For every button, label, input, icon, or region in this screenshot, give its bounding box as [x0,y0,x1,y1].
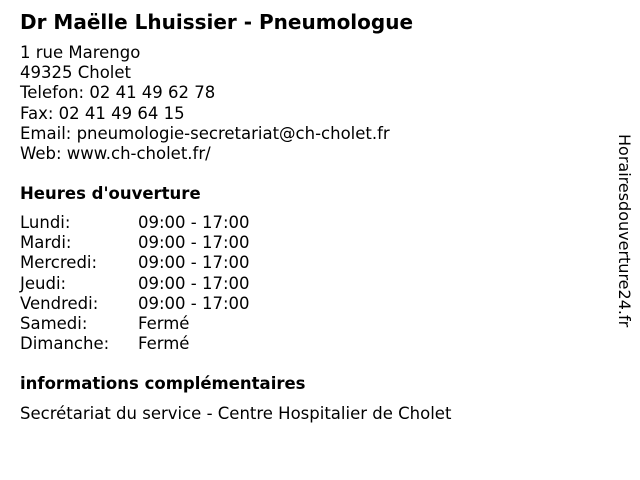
opening-hours-table [20,213,280,354]
hours-time: 09:00 - 17:00 [138,273,250,293]
fax-number: Fax: 02 41 49 64 15 [20,103,185,123]
hours-time: 09:00 - 17:00 [138,253,250,273]
phone-number: Telefon: 02 41 49 62 78 [20,83,216,103]
hours-row-mercredi [20,253,280,273]
hours-row-jeudi [20,274,280,294]
hours-day: Jeudi: [20,273,67,293]
email-address: Email: pneumologie-secretariat@ch-cholet.fr [20,123,390,143]
hours-time: Fermé [138,334,190,354]
hours-row-lundi [20,213,280,233]
hours-time: 09:00 - 17:00 [138,293,250,313]
hours-day: Dimanche: [20,334,110,354]
hours-time: 09:00 - 17:00 [138,213,250,232]
watermark-brand: Horairesdouverture24.fr [615,134,634,328]
page-title: Dr Maëlle Lhuissier - Pneumologue [20,10,414,34]
additional-info-text: Secrétariat du service - Centre Hospitalier de Cholet [20,404,452,423]
hours-row-mardi [20,233,280,253]
hours-day: Lundi: [20,213,71,232]
hours-day: Mardi: [20,233,72,253]
address-street: 1 rue Marengo [20,43,141,62]
contact-block [20,43,390,164]
hours-day: Samedi: [20,313,88,333]
hours-time: 09:00 - 17:00 [138,233,250,253]
additional-info-heading: informations complémentaires [20,374,306,393]
hours-day: Mercredi: [20,253,98,273]
hours-row-dimanche [20,334,280,354]
address-city: 49325 Cholet [20,63,132,83]
opening-hours-heading: Heures d'ouverture [20,184,201,203]
hours-row-samedi [20,314,280,334]
hours-day: Vendredi: [20,293,99,313]
hours-time: Fermé [138,313,190,333]
website-address: Web: www.ch-cholet.fr/ [20,143,211,163]
hours-row-vendredi [20,294,280,314]
